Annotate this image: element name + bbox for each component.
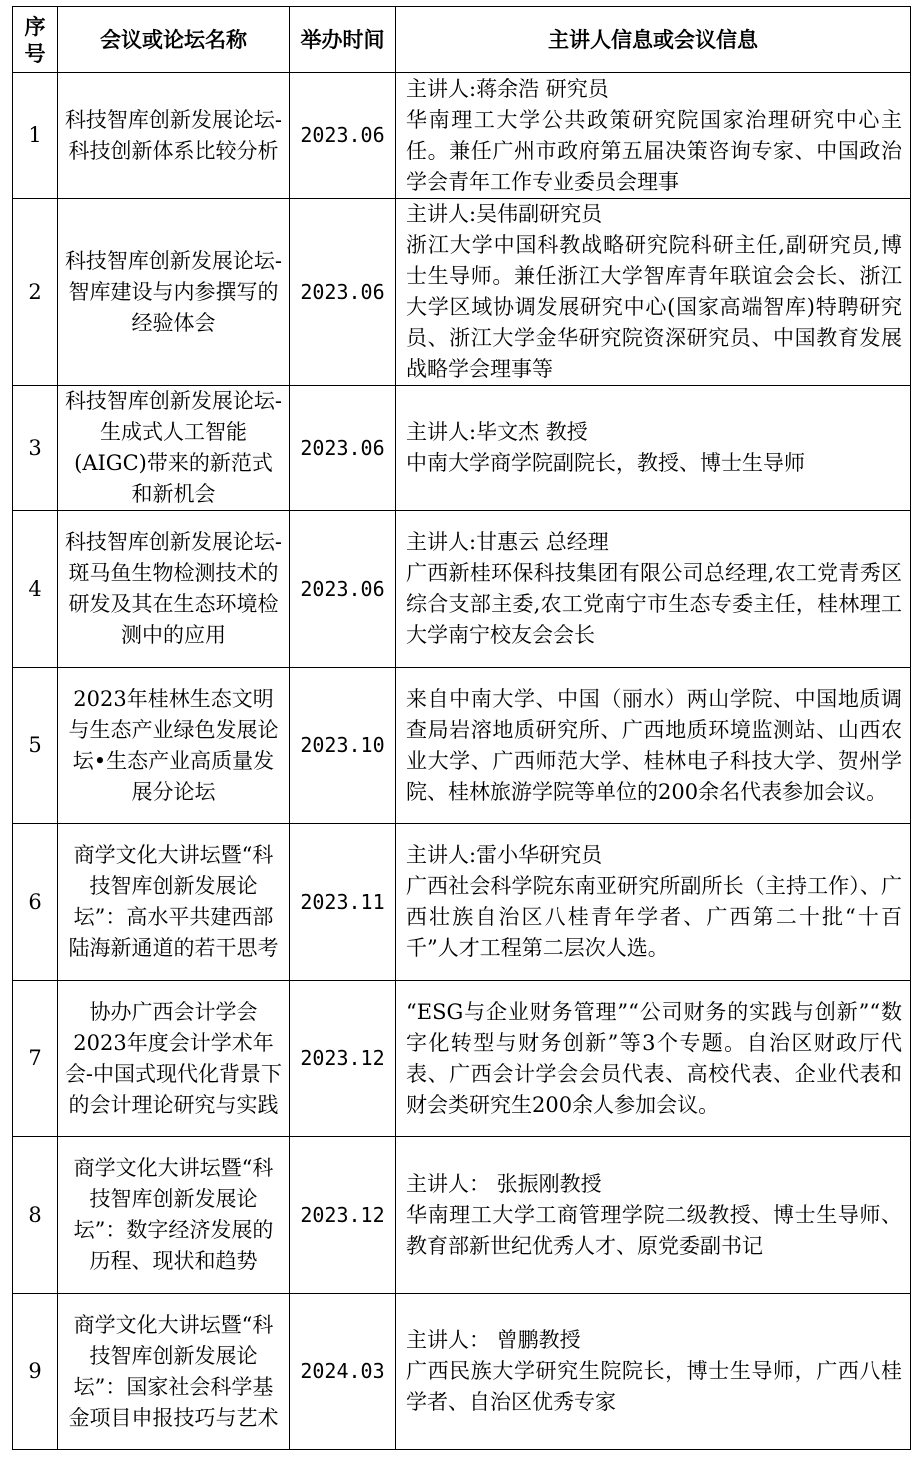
info-detail: 华南理工大学工商管理学院二级教授、博士生导师、教育部新世纪优秀人才、原党委副书记 (406, 1202, 902, 1258)
row-idx: 1 (13, 73, 58, 199)
header-row (13, 7, 911, 73)
row-info (396, 824, 911, 981)
info-detail: 浙江大学中国科教战略研究院科研主任,副研究员,博士生导师。兼任浙江大学智库青年联谊会会长、浙江大学区域协调发展研究中心(国家高端智库)特聘研究员、浙江大学金华研究院资深研究员、中国教育发展战略学会理事等 (406, 233, 902, 381)
row-time: 2024.03 (290, 1294, 396, 1450)
info-speaker: 主讲人:吴伟副研究员 (406, 202, 603, 226)
info-speaker: 主讲人： 张振刚教授 (406, 1171, 602, 1196)
info-speaker: 主讲人:蒋余浩 研究员 (406, 76, 609, 101)
row-info (396, 981, 911, 1137)
row-time: 2023.12 (290, 981, 396, 1137)
header-time: 举办时间 (290, 7, 396, 73)
info-detail: 中南大学商学院副院长，教授、博士生导师 (406, 451, 805, 475)
table-row (13, 668, 911, 824)
row-time: 2023.11 (290, 824, 396, 981)
info-speaker: 主讲人： 曾鹏教授 (406, 1328, 581, 1352)
table-row (13, 1137, 911, 1294)
row-info (396, 1137, 911, 1294)
row-info (396, 199, 911, 386)
row-name: 商学文化大讲坛暨“科技智库创新发展论坛”：国家社会科学基金项目申报技巧与艺术 (58, 1294, 290, 1450)
info-speaker: 主讲人:甘惠云 总经理 (406, 530, 609, 554)
row-idx: 5 (13, 668, 58, 824)
row-idx: 4 (13, 511, 58, 668)
row-name: 协办广西会计学会2023年度会计学术年会-中国式现代化背景下的会计理论研究与实践 (58, 981, 290, 1137)
row-idx: 9 (13, 1294, 58, 1450)
row-name: 商学文化大讲坛暨“科技智库创新发展论坛”：高水平共建西部陆海新通道的若干思考 (58, 824, 290, 981)
row-time: 2023.10 (290, 668, 396, 824)
info-speaker: 主讲人:毕文杰 教授 (406, 420, 588, 444)
table-row (13, 1294, 911, 1450)
info-detail: “ESG与企业财务管理”“公司财务的实践与创新”“数字化转型与财务创新”等3个专题。自治区财政厅代表、广西会计学会会员代表、高校代表、企业代表和财会类研究生200余人参加会议。 (406, 999, 902, 1117)
row-name: 科技智库创新发展论坛-智库建设与内参撰写的经验体会 (58, 199, 290, 386)
table-row (13, 824, 911, 981)
table-row (13, 386, 911, 511)
info-detail: 华南理工大学公共政策研究院国家治理研究中心主任。兼任广州市政府第五届决策咨询专家、中国政治学会青年工作专业委员会理事 (406, 107, 902, 194)
row-time: 2023.06 (290, 511, 396, 668)
row-info (396, 73, 911, 199)
row-idx: 8 (13, 1137, 58, 1294)
info-detail: 来自中南大学、中国（丽水）两山学院、中国地质调查局岩溶地质研究所、广西地质环境监测站、山西农业大学、广西师范大学、桂林电子科技大学、贺州学院、桂林旅游学院等单位的200余名代表参加会议。 (406, 686, 902, 804)
row-name: 科技智库创新发展论坛-生成式人工智能(AIGC)带来的新范式和新机会 (58, 386, 290, 511)
row-time: 2023.06 (290, 199, 396, 386)
info-detail: 广西社会科学院东南亚研究所副所长（主持工作）、广西壮族自治区八桂青年学者、广西第二十批“十百千”人才工程第二层次人选。 (406, 874, 902, 960)
row-name: 科技智库创新发展论坛-科技创新体系比较分析 (58, 73, 290, 199)
table-row (13, 511, 911, 668)
forum-table (12, 6, 911, 1450)
row-time: 2023.06 (290, 386, 396, 511)
row-info (396, 386, 911, 511)
info-detail: 广西民族大学研究生院院长，博士生导师，广西八桂学者、自治区优秀专家 (406, 1359, 902, 1414)
row-idx: 3 (13, 386, 58, 511)
header-name: 会议或论坛名称 (58, 7, 290, 73)
row-idx: 7 (13, 981, 58, 1137)
header-idx: 序号 (13, 7, 58, 73)
table-row (13, 73, 911, 199)
row-info (396, 668, 911, 824)
row-time: 2023.06 (290, 73, 396, 199)
info-speaker: 主讲人:雷小华研究员 (406, 843, 603, 867)
row-idx: 6 (13, 824, 58, 981)
row-info (396, 1294, 911, 1450)
row-name: 科技智库创新发展论坛-斑马鱼生物检测技术的研发及其在生态环境检测中的应用 (58, 511, 290, 668)
row-name: 商学文化大讲坛暨“科技智库创新发展论坛”：数字经济发展的历程、现状和趋势 (58, 1137, 290, 1294)
row-info (396, 511, 911, 668)
row-name: 2023年桂林生态文明与生态产业绿色发展论坛•生态产业高质量发展分论坛 (58, 668, 290, 824)
header-info: 主讲人信息或会议信息 (396, 7, 911, 73)
row-time: 2023.12 (290, 1137, 396, 1294)
table-row (13, 981, 911, 1137)
info-detail: 广西新桂环保科技集团有限公司总经理,农工党青秀区综合支部主委,农工党南宁市生态专委主任，桂林理工大学南宁校友会会长 (406, 561, 902, 647)
row-idx: 2 (13, 199, 58, 386)
table-row (13, 199, 911, 386)
